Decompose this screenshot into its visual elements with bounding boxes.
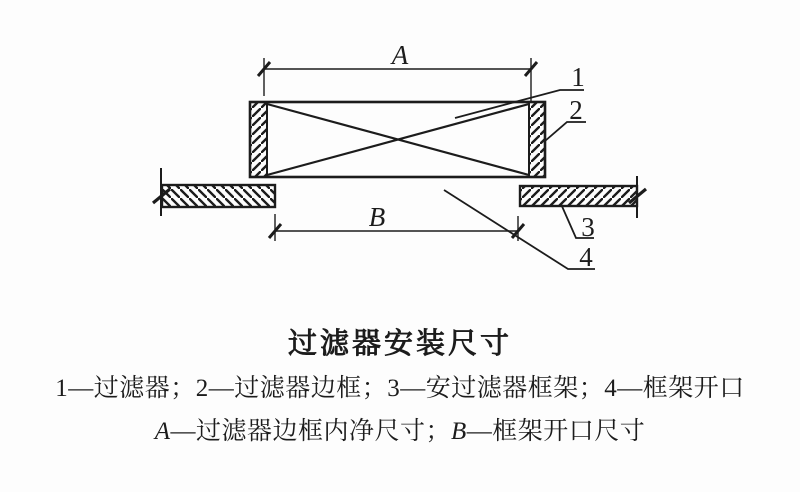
part-number-1: 1 (571, 62, 585, 92)
figure-caption: 过滤器安装尺寸 (287, 328, 512, 360)
legend-dim-b-letter: B (451, 418, 467, 445)
dimension-b (269, 214, 524, 241)
legend-dim-b-text: —框架开口尺寸 (466, 418, 646, 445)
frame-bar-left (162, 185, 275, 207)
legend-dim-a-text: —过滤器边框内净尺寸； (170, 418, 451, 445)
dim-a-label: A (391, 40, 409, 70)
legend-line-2 (0, 411, 800, 447)
filter-edge-frame-right (529, 102, 545, 177)
mounting-frame (153, 168, 646, 218)
frame-bar-right (520, 186, 637, 206)
filter-edge-frame-left (250, 102, 267, 177)
legend-line-1: 1—过滤器；2—过滤器边框；3—安过滤器框架；4—框架开口 (55, 375, 745, 402)
leader-line-1 (455, 90, 584, 118)
part-number-4: 4 (579, 242, 593, 272)
dim-b-label: B (368, 202, 386, 232)
part-number-3: 3 (581, 212, 595, 242)
part-number-2: 2 (569, 95, 583, 125)
legend-dim-a-letter: A (154, 418, 171, 445)
filter-unit (250, 102, 545, 177)
